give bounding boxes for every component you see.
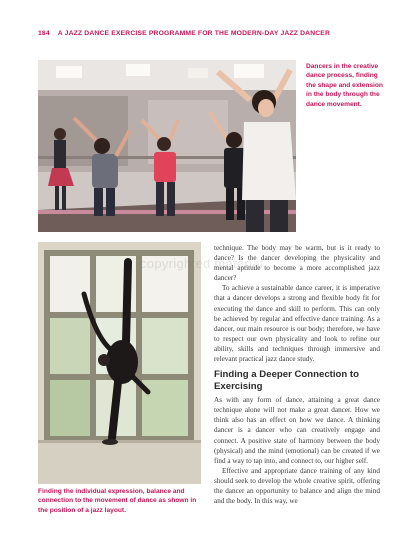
body-paragraph: To achieve a sustainable dance career, it is imperative that a dancer develops a strong and flexible body fit for executing the dance and skill to perform. This can only be achieved by regular and effective dance training. As a dancer, our main resource is our body; therefore, we have to respect our own physicality and look to refine our ability, skills and techniques through immersive and relevant practical jazz dance study. bbox=[214, 284, 380, 364]
photo-jazz-layout bbox=[38, 242, 201, 484]
copyright-watermark: copyrighted material bbox=[140, 256, 264, 271]
photo-dancers-stretching-image bbox=[38, 60, 296, 232]
running-head bbox=[38, 30, 388, 37]
body-text-column bbox=[214, 243, 380, 506]
photo-dancers-stretching bbox=[38, 60, 296, 232]
body-paragraph: As with any form of dance, attaining a great dance technique alone will not make a great dancer. How we think also has an effect on how we dance. A thinking dancer is a dancer who can creatively engage and connect. A positive state of harmony between the body (physical) and the mind (emotional) can be created if we find a way to tap into, and connect to, our higher self. bbox=[214, 396, 380, 465]
photo-jazz-layout-image bbox=[38, 242, 201, 484]
section-heading: Finding a Deeper Connection to Exercising bbox=[214, 369, 359, 393]
page-number: 184 bbox=[38, 30, 50, 37]
caption-left-photo: Finding the individual expression, balance and connection to the movement of dance as shown in the position of a jazz layout. bbox=[38, 488, 197, 514]
body-paragraph: Effective and appropriate dance training of any kind should seek to develop the whole creative spirit, offering the dancer an opportunity to balance and align the mind and the body. In this way, we bbox=[214, 466, 380, 506]
body-paragraph: technique. The body may be warm, but is it ready to dance? Is the dancer developing the physicality and mental aptitude to become a more accomplished jazz dancer? bbox=[214, 244, 380, 283]
caption-top-photo: Dancers in the creative dance process, finding the shape and extension in the body through the dance movement. bbox=[306, 63, 383, 108]
running-head-title: A JAZZ DANCE EXERCISE PROGRAMME FOR THE MODERN-DAY JAZZ DANCER bbox=[57, 30, 331, 37]
